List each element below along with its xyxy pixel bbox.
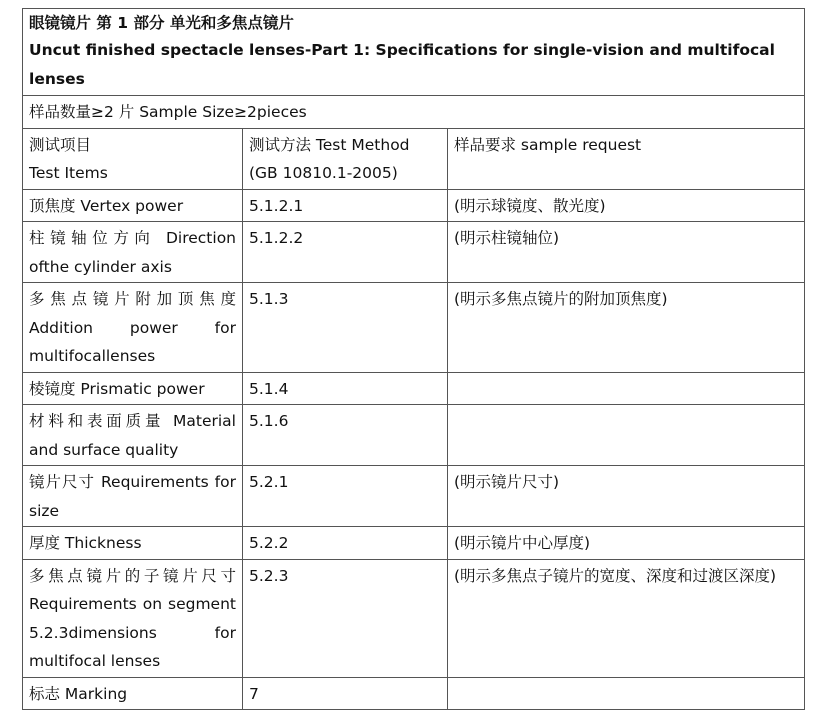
test-method-cell: 5.1.6 (243, 405, 448, 466)
spec-table (22, 8, 805, 710)
header-method-std: (GB 10810.1-2005) (249, 164, 398, 182)
header-item-zh: 测试项目 (29, 135, 92, 154)
test-item-cell: 镜片尺寸 Requirements for size (23, 466, 243, 527)
title-en: Uncut finished spectacle lenses-Part 1: Specifications for single-vision and multifocal lenses (29, 41, 775, 88)
header-item-en: Test Items (29, 164, 108, 182)
sample-request-cell (448, 677, 805, 710)
test-method-cell: 5.1.2.2 (243, 222, 448, 283)
header-method-zh: 测试方法 Test Method (249, 135, 410, 154)
table-row (23, 372, 805, 405)
test-method-cell: 5.1.3 (243, 283, 448, 373)
test-item-cell: 厚度 Thickness (23, 527, 243, 560)
test-method-cell: 5.1.4 (243, 372, 448, 405)
table-row (23, 189, 805, 222)
test-method-cell: 7 (243, 677, 448, 710)
table-row (23, 677, 805, 710)
title-row (23, 9, 805, 96)
table-row (23, 283, 805, 373)
test-item-cell: 标志 Marking (23, 677, 243, 710)
sample-request-cell: (明示镜片中心厚度) (448, 527, 805, 560)
table-row (23, 466, 805, 527)
test-method-cell: 5.1.2.1 (243, 189, 448, 222)
sample-request-cell: (明示多焦点子镜片的宽度、深度和过渡区深度) (448, 559, 805, 677)
test-item-cell: 棱镜度 Prismatic power (23, 372, 243, 405)
table-row (23, 222, 805, 283)
title-cell (23, 9, 805, 96)
sample-request-cell (448, 405, 805, 466)
header-row (23, 128, 805, 189)
test-item-cell: 多焦点镜片附加顶焦度 Addition power for multifocallenses (23, 283, 243, 373)
test-item-cell: 材料和表面质量 Material and surface quality (23, 405, 243, 466)
table-row (23, 527, 805, 560)
sample-size-cell: 样品数量≥2 片 Sample Size≥2pieces (23, 96, 805, 129)
header-sample-request: 样品要求 sample request (448, 128, 805, 189)
test-method-cell: 5.2.1 (243, 466, 448, 527)
header-test-items (23, 128, 243, 189)
sample-request-cell (448, 372, 805, 405)
test-item-cell: 柱镜轴位方向 Direction ofthe cylinder axis (23, 222, 243, 283)
sample-request-cell: (明示柱镜轴位) (448, 222, 805, 283)
test-method-cell: 5.2.3 (243, 559, 448, 677)
sample-request-cell: (明示多焦点镜片的附加顶焦度) (448, 283, 805, 373)
table-row (23, 405, 805, 466)
sample-request-cell: (明示球镜度、散光度) (448, 189, 805, 222)
test-item-cell: 顶焦度 Vertex power (23, 189, 243, 222)
sample-size-row (23, 96, 805, 129)
title-zh: 眼镜镜片 第 1 部分 单光和多焦点镜片 (29, 14, 294, 32)
test-method-cell: 5.2.2 (243, 527, 448, 560)
header-test-method (243, 128, 448, 189)
sample-request-cell: (明示镜片尺寸) (448, 466, 805, 527)
table-row (23, 559, 805, 677)
test-item-cell: 多焦点镜片的子镜片尺寸 Requirements on segment 5.2.3dimensions for multifocal lenses (23, 559, 243, 677)
